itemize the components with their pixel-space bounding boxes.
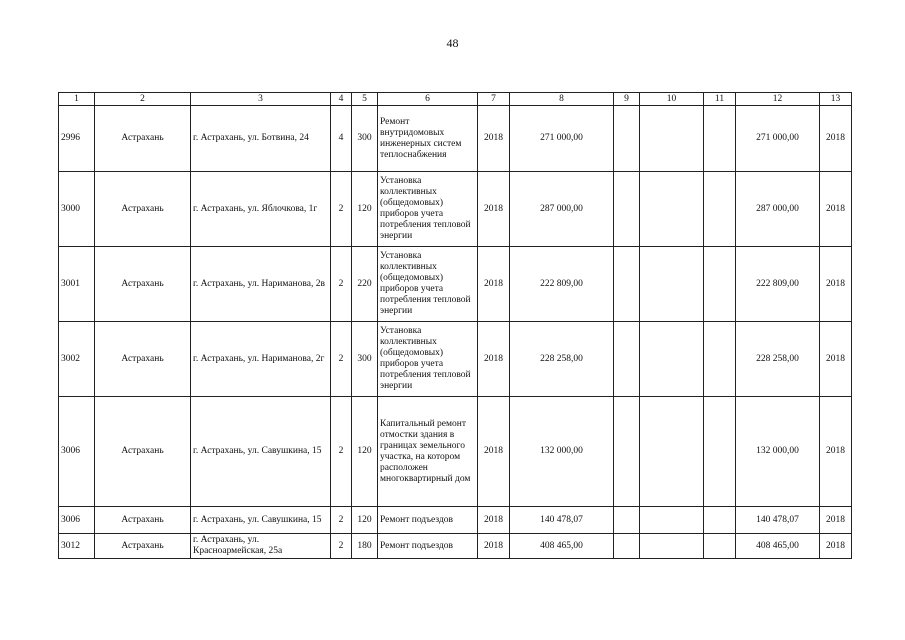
cell-col11 bbox=[704, 106, 736, 172]
column-header: 7 bbox=[478, 93, 510, 106]
cell-col4: 2 bbox=[331, 534, 352, 559]
header-row bbox=[59, 93, 852, 106]
cell-col5: 120 bbox=[352, 507, 378, 534]
cell-total: 408 465,00 bbox=[736, 534, 820, 559]
table-row bbox=[59, 106, 852, 172]
cell-col5: 120 bbox=[352, 397, 378, 507]
column-header: 5 bbox=[352, 93, 378, 106]
column-header: 3 bbox=[191, 93, 331, 106]
cell-work-type: Установка коллективных (общедомовых) приборов учета потребления тепловой энергии bbox=[378, 322, 478, 397]
cell-col11 bbox=[704, 534, 736, 559]
table-row bbox=[59, 534, 852, 559]
table-row bbox=[59, 247, 852, 322]
cell-cost: 271 000,00 bbox=[510, 106, 614, 172]
cell-total: 228 258,00 bbox=[736, 322, 820, 397]
column-header: 10 bbox=[640, 93, 704, 106]
cell-city: Астрахань bbox=[95, 172, 191, 247]
cell-id: 3012 bbox=[59, 534, 95, 559]
cell-work-type: Ремонт внутридомовых инженерных систем теплоснабжения bbox=[378, 106, 478, 172]
cell-id: 3006 bbox=[59, 397, 95, 507]
column-header: 11 bbox=[704, 93, 736, 106]
table-row bbox=[59, 507, 852, 534]
cell-city: Астрахань bbox=[95, 247, 191, 322]
cell-col5: 300 bbox=[352, 322, 378, 397]
cell-col9 bbox=[614, 322, 640, 397]
cell-col4: 2 bbox=[331, 172, 352, 247]
cell-col4: 2 bbox=[331, 397, 352, 507]
cell-col5: 180 bbox=[352, 534, 378, 559]
cell-col10 bbox=[640, 172, 704, 247]
cell-city: Астрахань bbox=[95, 106, 191, 172]
cell-total: 271 000,00 bbox=[736, 106, 820, 172]
column-header: 1 bbox=[59, 93, 95, 106]
cell-col9 bbox=[614, 507, 640, 534]
cell-address: г. Астрахань, ул. Нариманова, 2в bbox=[191, 247, 331, 322]
column-header: 13 bbox=[820, 93, 852, 106]
cell-address: г. Астрахань, ул. Нариманова, 2г bbox=[191, 322, 331, 397]
cell-col10 bbox=[640, 534, 704, 559]
cell-year-end: 2018 bbox=[820, 247, 852, 322]
cell-year-end: 2018 bbox=[820, 507, 852, 534]
cell-col10 bbox=[640, 106, 704, 172]
cell-col11 bbox=[704, 172, 736, 247]
cell-col4: 2 bbox=[331, 322, 352, 397]
table-row bbox=[59, 322, 852, 397]
cell-col4: 2 bbox=[331, 507, 352, 534]
cell-city: Астрахань bbox=[95, 397, 191, 507]
cell-cost: 228 258,00 bbox=[510, 322, 614, 397]
cell-address: г. Астрахань, ул. Яблочкова, 1г bbox=[191, 172, 331, 247]
table-row bbox=[59, 397, 852, 507]
column-header: 12 bbox=[736, 93, 820, 106]
cell-city: Астрахань bbox=[95, 534, 191, 559]
cell-col9 bbox=[614, 247, 640, 322]
cell-year: 2018 bbox=[478, 534, 510, 559]
cell-cost: 408 465,00 bbox=[510, 534, 614, 559]
cell-city: Астрахань bbox=[95, 507, 191, 534]
cell-col9 bbox=[614, 397, 640, 507]
cell-col11 bbox=[704, 397, 736, 507]
cell-total: 140 478,07 bbox=[736, 507, 820, 534]
cell-address: г. Астрахань, ул. Савушкина, 15 bbox=[191, 397, 331, 507]
cell-year: 2018 bbox=[478, 172, 510, 247]
cell-col11 bbox=[704, 247, 736, 322]
cell-address: г. Астрахань, ул. Ботвина, 24 bbox=[191, 106, 331, 172]
cell-address: г. Астрахань, ул. Красноармейская, 25а bbox=[191, 534, 331, 559]
cell-col5: 220 bbox=[352, 247, 378, 322]
cell-cost: 140 478,07 bbox=[510, 507, 614, 534]
cell-id: 3002 bbox=[59, 322, 95, 397]
cell-cost: 287 000,00 bbox=[510, 172, 614, 247]
cell-work-type: Установка коллективных (общедомовых) приборов учета потребления тепловой энергии bbox=[378, 247, 478, 322]
column-header: 9 bbox=[614, 93, 640, 106]
cell-year-end: 2018 bbox=[820, 322, 852, 397]
cell-col10 bbox=[640, 247, 704, 322]
cell-total: 132 000,00 bbox=[736, 397, 820, 507]
cell-col10 bbox=[640, 507, 704, 534]
cell-col11 bbox=[704, 322, 736, 397]
cell-col4: 2 bbox=[331, 247, 352, 322]
cell-id: 3000 bbox=[59, 172, 95, 247]
cell-total: 222 809,00 bbox=[736, 247, 820, 322]
cell-col10 bbox=[640, 322, 704, 397]
cell-year: 2018 bbox=[478, 322, 510, 397]
cell-city: Астрахань bbox=[95, 322, 191, 397]
cell-col5: 120 bbox=[352, 172, 378, 247]
cell-work-type: Ремонт подъездов bbox=[378, 534, 478, 559]
cell-work-type: Установка коллективных (общедомовых) приборов учета потребления тепловой энергии bbox=[378, 172, 478, 247]
cell-year: 2018 bbox=[478, 247, 510, 322]
column-header: 6 bbox=[378, 93, 478, 106]
cell-col9 bbox=[614, 172, 640, 247]
cell-year-end: 2018 bbox=[820, 172, 852, 247]
cell-col10 bbox=[640, 397, 704, 507]
cell-year: 2018 bbox=[478, 106, 510, 172]
cell-col9 bbox=[614, 534, 640, 559]
cell-col5: 300 bbox=[352, 106, 378, 172]
cell-col11 bbox=[704, 507, 736, 534]
cell-year: 2018 bbox=[478, 397, 510, 507]
cell-year-end: 2018 bbox=[820, 534, 852, 559]
cell-address: г. Астрахань, ул. Савушкина, 15 bbox=[191, 507, 331, 534]
column-header: 4 bbox=[331, 93, 352, 106]
registry-table bbox=[58, 92, 852, 559]
cell-cost: 132 000,00 bbox=[510, 397, 614, 507]
cell-id: 2996 bbox=[59, 106, 95, 172]
cell-col4: 4 bbox=[331, 106, 352, 172]
cell-work-type: Капитальный ремонт отмостки здания в границах земельного участка, на котором расположен многоквартирный дом bbox=[378, 397, 478, 507]
cell-work-type: Ремонт подъездов bbox=[378, 507, 478, 534]
cell-id: 3001 bbox=[59, 247, 95, 322]
cell-year-end: 2018 bbox=[820, 106, 852, 172]
page-number: 48 bbox=[446, 36, 459, 50]
cell-id: 3006 bbox=[59, 507, 95, 534]
column-header: 8 bbox=[510, 93, 614, 106]
cell-col9 bbox=[614, 106, 640, 172]
column-header: 2 bbox=[95, 93, 191, 106]
table-row bbox=[59, 172, 852, 247]
cell-total: 287 000,00 bbox=[736, 172, 820, 247]
cell-cost: 222 809,00 bbox=[510, 247, 614, 322]
cell-year: 2018 bbox=[478, 507, 510, 534]
cell-year-end: 2018 bbox=[820, 397, 852, 507]
